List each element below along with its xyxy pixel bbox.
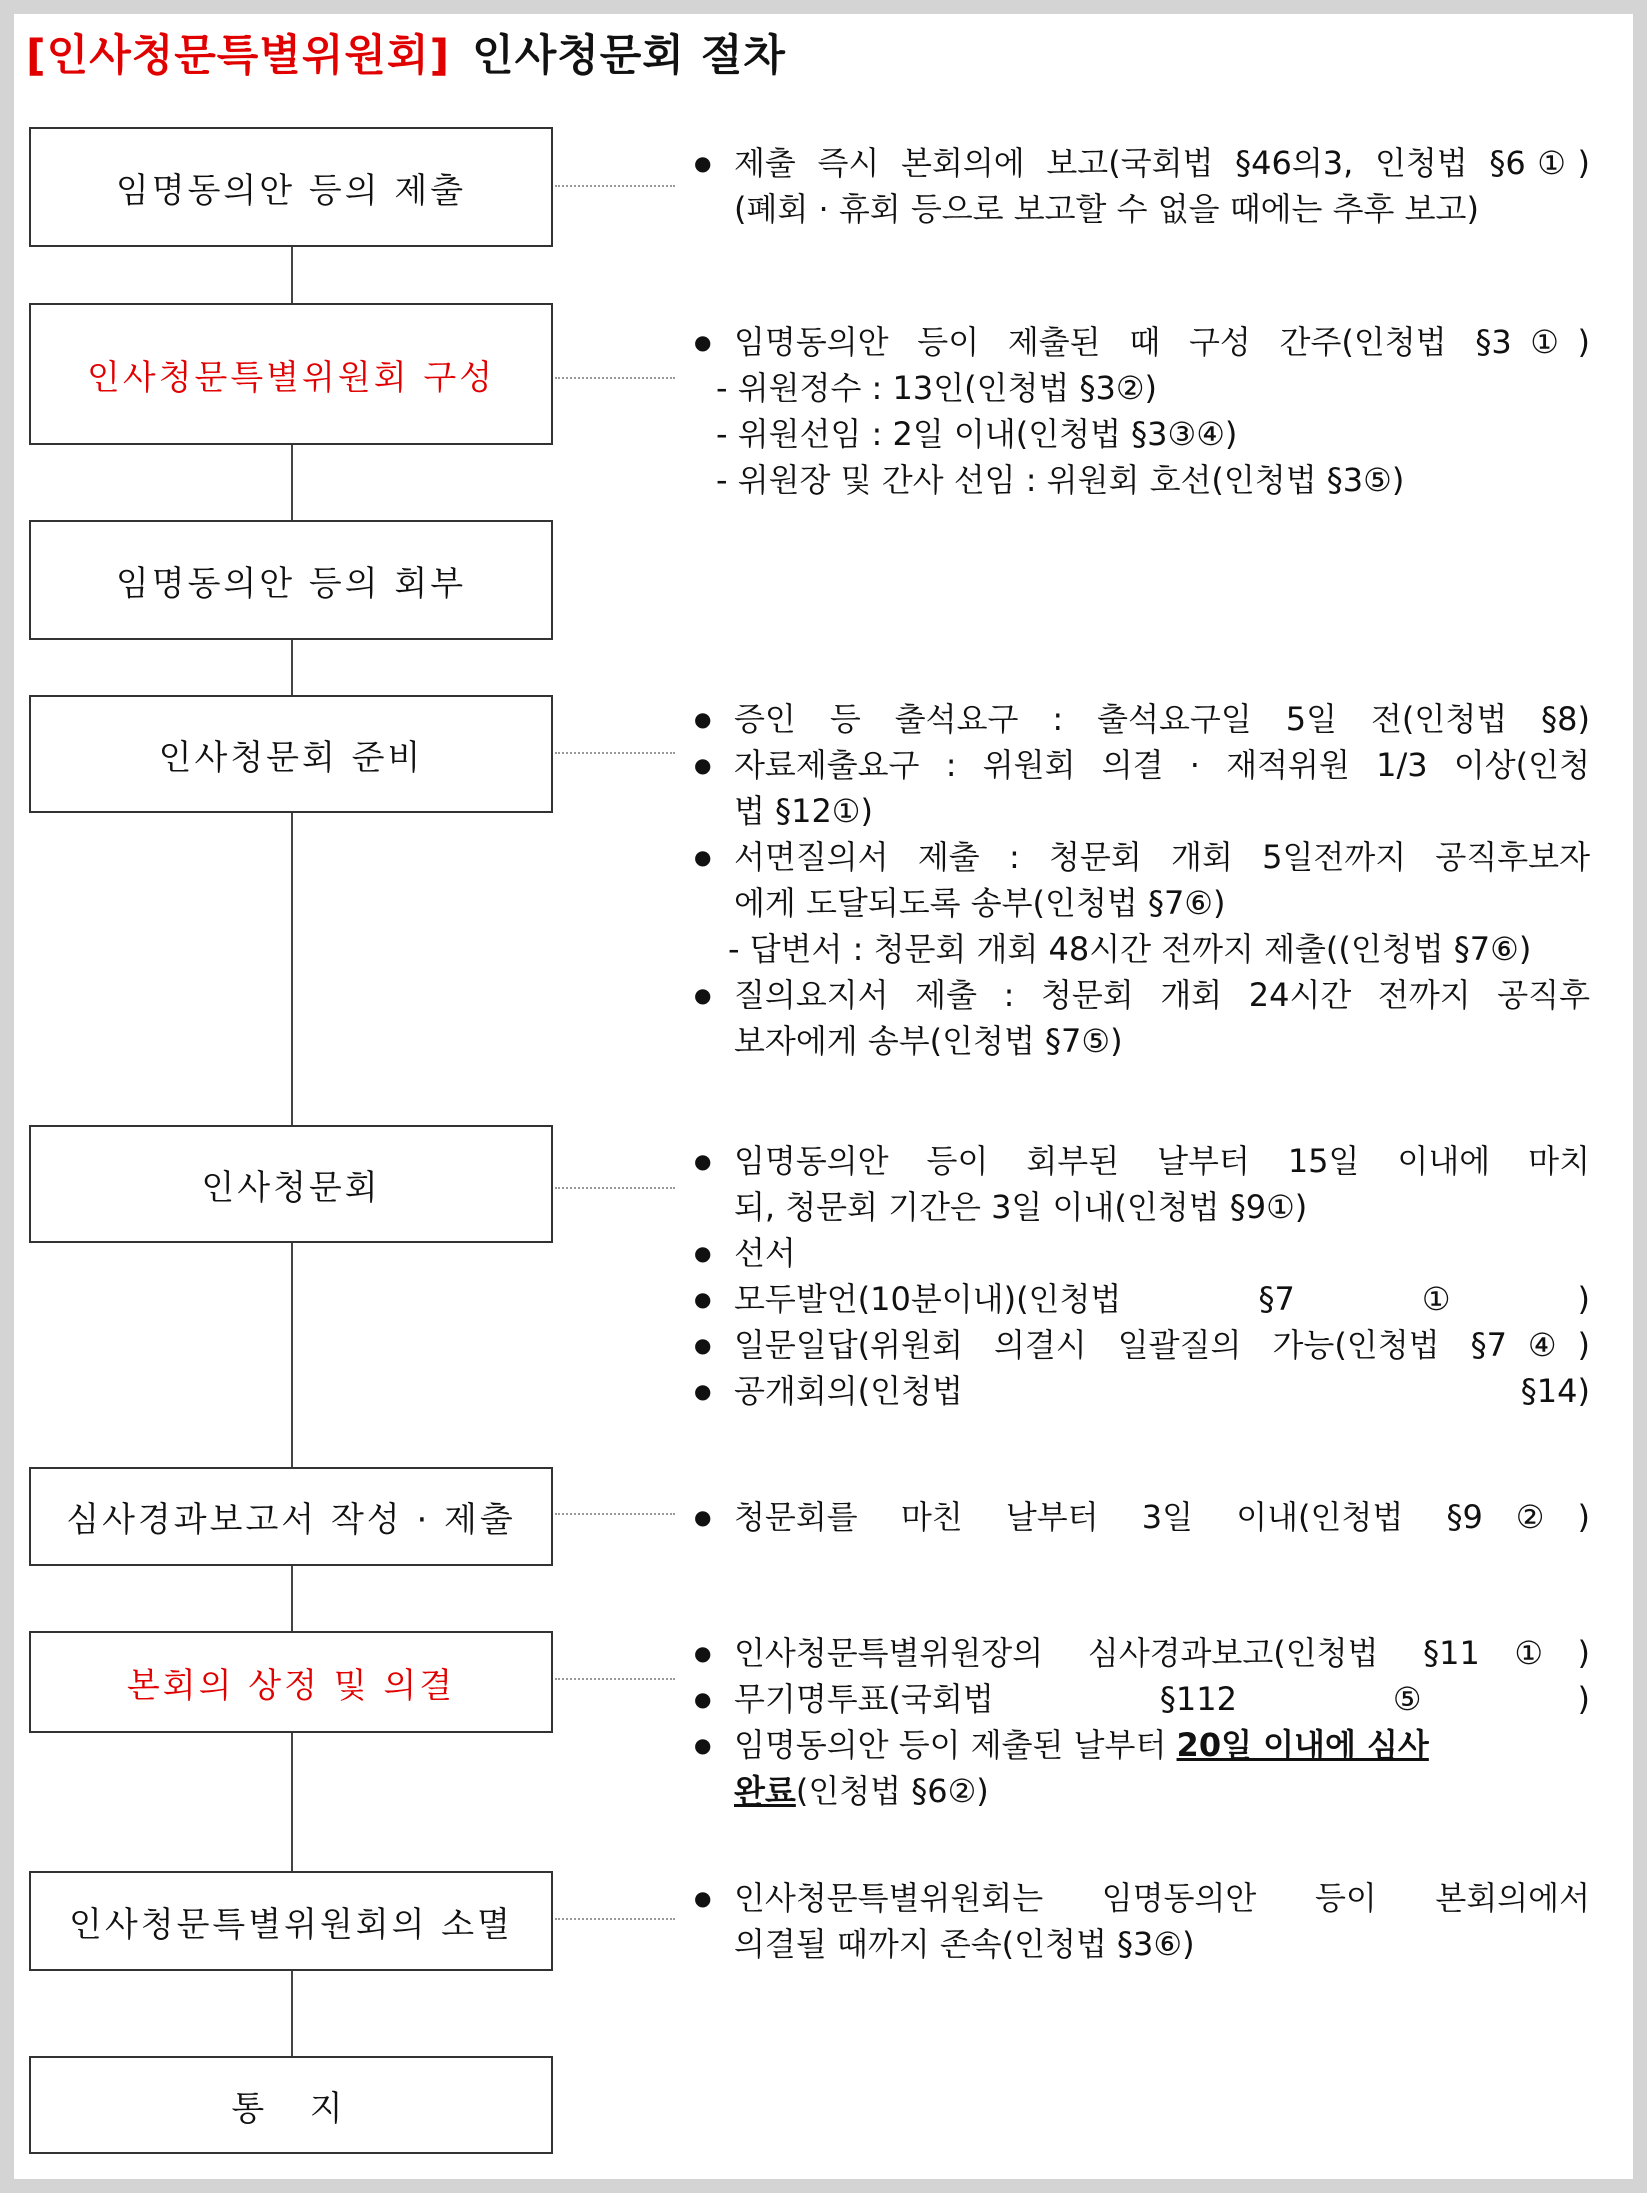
leader-line (555, 1918, 675, 1920)
note-text: 임명동의안 등이 제출된 날부터 (734, 1726, 1167, 1764)
step-notes-hearing-preparation (690, 696, 1590, 1064)
note-continuation: 보자에게 송부(인청법 §7⑤) (734, 1022, 1123, 1060)
note-continuation (690, 1768, 1590, 1814)
note-item: ● 자료제출요구 : 위원회 의결 · 재적위원 1/3 이상(인청 (690, 742, 1590, 788)
step-notes-plenary-vote (690, 1630, 1590, 1814)
title-main: 인사청문회 절차 (472, 31, 786, 81)
step-box-notification (29, 2056, 553, 2154)
step-box-committee-formation (29, 303, 553, 445)
step-label: 통 지 (231, 2088, 351, 2129)
leader-line (555, 185, 675, 187)
note-continuation: 되, 청문회 기간은 3일 이내(인청법 §9①) (734, 1188, 1308, 1226)
page-title (26, 20, 786, 92)
note-item: ● 공개회의(인청법 §14) (690, 1368, 1590, 1414)
step-notes-hearing (690, 1138, 1590, 1414)
note-item: ● 무기명투표(국회법 §112⑤) (690, 1676, 1590, 1722)
note-item: ● 선서 (690, 1230, 1590, 1276)
note-item: ● 임명동의안 등이 회부된 날부터 15일 이내에 마치 (690, 1138, 1590, 1184)
leader-line (555, 752, 675, 754)
step-notes-dissolution (690, 1875, 1590, 1967)
note-item: ● 일문일답(위원회 의결시 일괄질의 가능(인청법 §7④) (690, 1322, 1590, 1368)
note-sub-item: - 위원정수 : 13인(인청법 §3②) (716, 369, 1158, 407)
step-label: 임명동의안 등의 제출 (115, 170, 467, 211)
step-label: 본회의 상정 및 의결 (126, 1665, 456, 1706)
note-continuation: 법 §12①) (734, 792, 873, 830)
note-item: ● 제출 즉시 본회의에 보고(국회법 §46의3, 인청법 §6①) (690, 140, 1590, 186)
leader-line (555, 377, 675, 379)
note-sub-item: - 위원장 및 간사 선임 : 위원회 호선(인청법 §3⑤) (716, 461, 1405, 499)
step-box-report (29, 1467, 553, 1566)
note-sub-item: - 위원선임 : 2일 이내(인청법 §3③④) (716, 415, 1238, 453)
step-box-hearing-preparation (29, 695, 553, 813)
deadline-emphasis-end: 완료 (734, 1772, 796, 1810)
step-label: 인사청문특별위원회의 소멸 (69, 1904, 513, 1945)
note-continuation: 에게 도달되도록 송부(인청법 §7⑥) (734, 884, 1226, 922)
step-notes-report (690, 1494, 1590, 1540)
note-item (690, 1722, 1590, 1768)
leader-line (555, 1678, 675, 1680)
note-continuation: (폐회 · 휴회 등으로 보고할 수 없을 때에는 추후 보고) (734, 190, 1479, 228)
step-box-plenary-vote (29, 1631, 553, 1733)
note-item: ● 모두발언(10분이내)(인청법 §7①) (690, 1276, 1590, 1322)
note-text: (인청법 §6②) (795, 1772, 989, 1810)
step-label: 인사청문회 (201, 1167, 381, 1208)
note-item: ● 인사청문특별위원장의 심사경과보고(인청법 §11①) (690, 1630, 1590, 1676)
note-sub-item: - 답변서 : 청문회 개회 48시간 전까지 제출((인청법 §7⑥) (728, 930, 1532, 968)
step-box-hearing (29, 1125, 553, 1243)
title-prefix: [인사청문특별위원회] (26, 31, 451, 81)
note-continuation: 의결될 때까지 존속(인청법 §3⑥) (734, 1925, 1195, 1963)
note-item: ● 서면질의서 제출 : 청문회 개회 5일전까지 공직후보자 (690, 834, 1590, 880)
note-item: ● 인사청문특별위원회는 임명동의안 등이 본회의에서 (690, 1875, 1590, 1921)
step-label: 임명동의안 등의 회부 (115, 563, 467, 604)
note-item: ● 증인 등 출석요구 : 출석요구일 5일 전(인청법 §8) (690, 696, 1590, 742)
step-notes-committee-formation (690, 319, 1590, 503)
step-label: 심사경과보고서 작성 · 제출 (66, 1500, 516, 1540)
deadline-emphasis: 20일 이내에 심사 (1176, 1726, 1429, 1764)
note-item: ● 청문회를 마친 날부터 3일 이내(인청법 §9②) (690, 1494, 1590, 1540)
leader-line (555, 1187, 675, 1189)
step-label: 인사청문특별위원회 구성 (86, 357, 496, 398)
step-box-submission (29, 127, 553, 247)
note-item: ● 임명동의안 등이 제출된 때 구성 간주(인청법 §3①) (690, 319, 1590, 365)
leader-line (555, 1513, 675, 1515)
step-label: 인사청문회 준비 (158, 737, 424, 778)
step-notes-submission (690, 140, 1590, 232)
step-box-referral (29, 520, 553, 640)
note-item: ● 질의요지서 제출 : 청문회 개회 24시간 전까지 공직후 (690, 972, 1590, 1018)
step-box-dissolution (29, 1871, 553, 1971)
